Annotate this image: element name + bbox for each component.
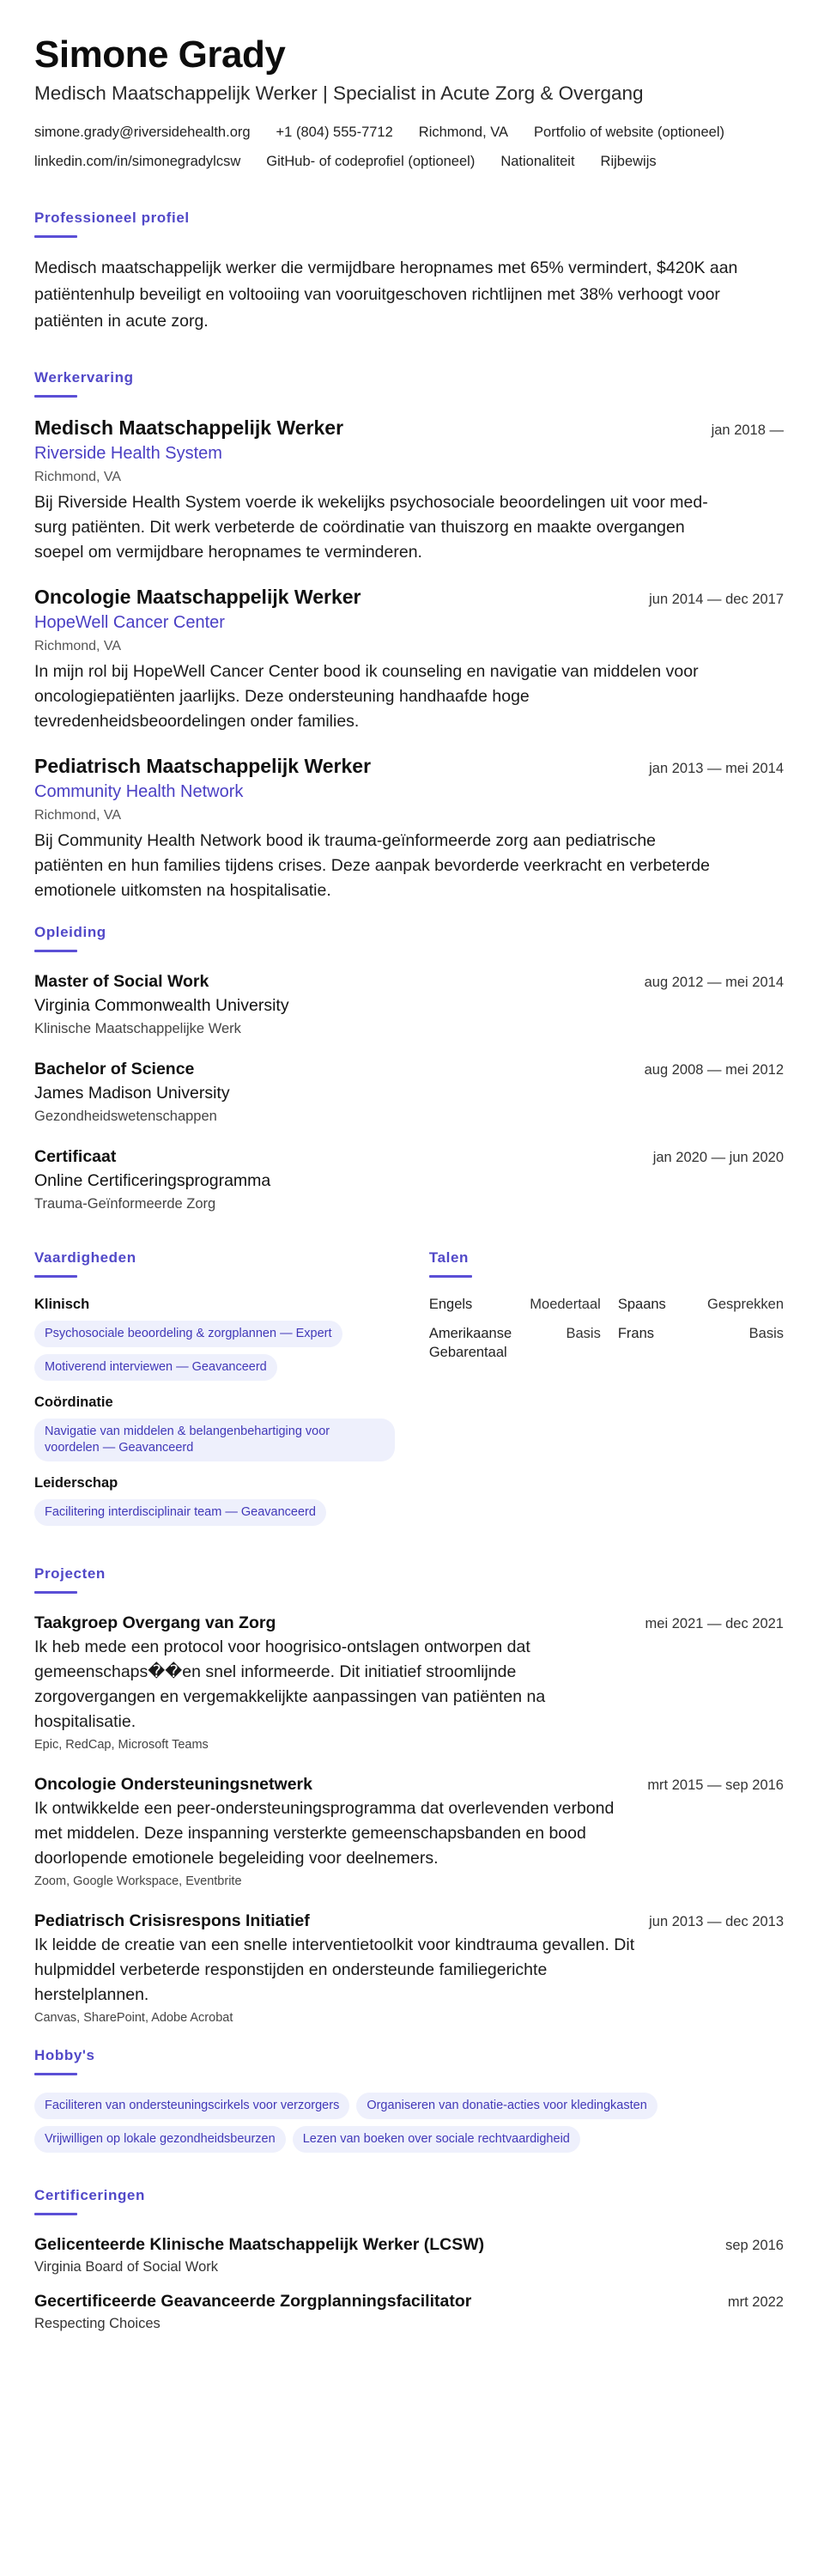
job-entry bbox=[34, 415, 784, 565]
language-level: Basis bbox=[748, 1326, 784, 1341]
section-divider bbox=[34, 1275, 77, 1278]
skill-chip: Facilitering interdisciplinair team — Geavanceerd bbox=[34, 1499, 326, 1526]
section-languages bbox=[429, 1232, 784, 1538]
certification-date: mrt 2022 bbox=[727, 2294, 784, 2310]
language-level: Moedertaal bbox=[530, 1297, 601, 1312]
contact-email[interactable]: simone.grady@riversidehealth.org bbox=[34, 125, 251, 140]
hobby-chip: Lezen van boeken over sociale rechtvaardigheid bbox=[293, 2126, 580, 2153]
project-dates: mrt 2015 — sep 2016 bbox=[647, 1777, 784, 1793]
section-divider bbox=[34, 2213, 77, 2215]
section-divider bbox=[429, 1275, 472, 1278]
job-dates: jan 2018 — bbox=[711, 422, 784, 438]
contact-github[interactable]: GitHub- of codeprofiel (optioneel) bbox=[266, 154, 476, 169]
hobby-chip: Organiseren van donatie-acties voor kledingkasten bbox=[356, 2093, 657, 2119]
language-list bbox=[429, 1295, 784, 1362]
hobby-chip: Faciliteren van ondersteuningscirkels voor verzorgers bbox=[34, 2093, 349, 2119]
job-location: Richmond, VA bbox=[34, 808, 122, 823]
section-skills bbox=[34, 1232, 395, 1538]
section-title-certifications: Certificeringen bbox=[34, 2187, 145, 2203]
certification-date: sep 2016 bbox=[725, 2238, 784, 2253]
education-entry bbox=[34, 1145, 784, 1215]
contact-linkedin[interactable]: linkedin.com/in/simonegradylcsw bbox=[34, 154, 241, 169]
section-title-experience: Werkervaring bbox=[34, 369, 134, 386]
profile-text: Medisch maatschappelijk werker die vermijdbare heropnames met 65% vermindert, $420K aan patiëntenhulp beveiligt en voltooiing van vooruitgeschoven richtlijnen met 38% verhoogt voor patiënten in acute zorg. bbox=[34, 258, 738, 331]
job-dates: jan 2013 — mei 2014 bbox=[649, 761, 784, 776]
hobby-chip: Vrijwilligen op lokale gezondheidsbeurzen bbox=[34, 2126, 286, 2153]
language-item bbox=[618, 1295, 784, 1314]
section-divider bbox=[34, 395, 77, 398]
resume-header bbox=[34, 33, 784, 173]
education-school: Online Certificeringsprogramma bbox=[34, 1171, 271, 1190]
section-title-hobbies: Hobby's bbox=[34, 2047, 95, 2063]
job-entry bbox=[34, 753, 784, 903]
hobby-list bbox=[34, 2093, 784, 2153]
section-title-profile: Professioneel profiel bbox=[34, 210, 190, 226]
project-tools: Zoom, Google Workspace, Eventbrite bbox=[34, 1874, 242, 1888]
project-description: Ik heb mede een protocol voor hoogrisico-ontslagen ontworpen dat gemeenschaps��en snel informeerde. Dit initiatief stroomlijnde zorgovergangen en vergemakkelijkte aanpassingen van patiënten na hospitalisatie. bbox=[34, 1637, 546, 1731]
job-company: HopeWell Cancer Center bbox=[34, 613, 225, 632]
job-title: Pediatrisch Maatschappelijk Werker bbox=[34, 755, 372, 777]
language-level: Gesprekken bbox=[707, 1297, 784, 1312]
skill-chip: Navigatie van middelen & belangenbehartiging voor voordelen — Geavanceerd bbox=[34, 1419, 395, 1461]
job-description: Bij Community Health Network bood ik trauma-geïnformeerde zorg aan pediatrische patiënten en hun families tijdens crises. Deze aanpak bevorderde veerkracht en verbeterde emotionele uitkomsten na hospitalisatie. bbox=[34, 831, 710, 900]
project-title: Pediatrisch Crisisrespons Initiatief bbox=[34, 1911, 310, 1930]
section-divider bbox=[34, 235, 77, 238]
certification-name: Gecertificeerde Geavanceerde Zorgplanningsfacilitator bbox=[34, 2292, 472, 2311]
project-dates: jun 2013 — dec 2013 bbox=[649, 1914, 784, 1929]
project-entry bbox=[34, 1772, 784, 1892]
language-name: Spaans bbox=[617, 1297, 666, 1312]
job-description: Bij Riverside Health System voerde ik wekelijks psychosociale beoordelingen uit voor med-surg patiënten. Dit werk verbeterde de coördinatie van thuiszorg en maakte overgangen soepel om vermijdbare heropnames te verminderen. bbox=[34, 493, 708, 562]
section-certifications bbox=[34, 2185, 784, 2334]
section-education bbox=[34, 922, 784, 1215]
education-dates: aug 2008 — mei 2012 bbox=[644, 1062, 784, 1078]
job-dates: jun 2014 — dec 2017 bbox=[649, 592, 784, 607]
certification-entry bbox=[34, 2233, 784, 2277]
skill-group-title: Coördinatie bbox=[34, 1394, 113, 1410]
job-location: Richmond, VA bbox=[34, 470, 122, 484]
section-title-education: Opleiding bbox=[34, 924, 106, 940]
education-field: Klinische Maatschappelijke Werk bbox=[34, 1021, 241, 1036]
section-title-languages: Talen bbox=[428, 1249, 469, 1266]
project-entry bbox=[34, 1909, 784, 2028]
section-divider bbox=[34, 2073, 77, 2075]
skill-group bbox=[34, 1473, 395, 1526]
language-name: Amerikaanse Gebarentaal bbox=[428, 1326, 512, 1360]
language-name: Engels bbox=[428, 1297, 473, 1312]
skill-chip: Psychosociale beoordeling & zorgplannen — Expert bbox=[34, 1321, 342, 1347]
language-item bbox=[429, 1295, 601, 1314]
education-entry bbox=[34, 1057, 784, 1127]
project-tools: Canvas, SharePoint, Adobe Acrobat bbox=[34, 2011, 233, 2025]
education-field: Trauma-Geïnformeerde Zorg bbox=[34, 1196, 216, 1212]
section-experience bbox=[34, 368, 784, 903]
education-dates: jan 2020 — jun 2020 bbox=[652, 1150, 784, 1165]
job-location: Richmond, VA bbox=[34, 639, 122, 653]
project-entry bbox=[34, 1611, 784, 1755]
language-item bbox=[429, 1324, 601, 1362]
certification-issuer: Virginia Board of Social Work bbox=[34, 2259, 218, 2275]
job-title: Medisch Maatschappelijk Werker bbox=[34, 416, 344, 439]
skill-group bbox=[34, 1295, 395, 1381]
education-degree: Bachelor of Science bbox=[34, 1060, 195, 1078]
contact-list bbox=[34, 120, 784, 173]
education-entry bbox=[34, 969, 784, 1040]
project-dates: mei 2021 — dec 2021 bbox=[645, 1616, 784, 1631]
skills-languages-row bbox=[34, 1232, 784, 1538]
job-entry bbox=[34, 584, 784, 734]
job-title: Oncologie Maatschappelijk Werker bbox=[34, 586, 361, 608]
skill-chip: Motiverend interviewen — Geavanceerd bbox=[34, 1354, 277, 1381]
certification-entry bbox=[34, 2289, 784, 2334]
skill-group-title: Klinisch bbox=[34, 1297, 90, 1312]
education-field: Gezondheidswetenschappen bbox=[34, 1109, 217, 1124]
contact-drivers-license: Rijbewijs bbox=[600, 154, 657, 169]
section-projects bbox=[34, 1564, 784, 2028]
section-title-skills: Vaardigheden bbox=[34, 1249, 136, 1266]
project-description: Ik leidde de creatie van een snelle interventietoolkit voor kindtrauma gevallen. Dit hulpmiddel verbeterde responstijden en ondersteunde familiegerichte herstelplannen. bbox=[34, 1935, 635, 2004]
contact-portfolio[interactable]: Portfolio of website (optioneel) bbox=[534, 125, 724, 140]
certification-issuer: Respecting Choices bbox=[34, 2316, 161, 2331]
section-hobbies bbox=[34, 2045, 784, 2153]
education-school: James Madison University bbox=[34, 1084, 230, 1103]
project-title: Taakgroep Overgang van Zorg bbox=[34, 1613, 276, 1632]
contact-phone[interactable]: +1 (804) 555-7712 bbox=[276, 125, 393, 140]
project-tools: Epic, RedCap, Microsoft Teams bbox=[34, 1738, 209, 1752]
candidate-headline: Medisch Maatschappelijk Werker | Specialist in Acute Zorg & Overgang bbox=[34, 82, 644, 104]
education-school: Virginia Commonwealth University bbox=[34, 996, 289, 1015]
language-name: Frans bbox=[617, 1326, 655, 1341]
job-company: Community Health Network bbox=[34, 782, 244, 801]
language-item bbox=[618, 1324, 784, 1362]
education-dates: aug 2012 — mei 2014 bbox=[644, 975, 784, 990]
section-divider bbox=[34, 950, 77, 952]
education-degree: Master of Social Work bbox=[34, 972, 209, 991]
section-profile bbox=[34, 208, 784, 335]
certification-name: Gelicenteerde Klinische Maatschappelijk Werker (LCSW) bbox=[34, 2235, 485, 2254]
section-divider bbox=[34, 1591, 77, 1594]
project-description: Ik ontwikkelde een peer-ondersteuningsprogramma dat overlevenden verbond met middelen. Deze inspanning versterkte gemeenschapsbanden en bood doorlopende emotionele begeleiding voor deelnemers. bbox=[34, 1799, 615, 1868]
project-title: Oncologie Ondersteuningsnetwerk bbox=[34, 1775, 312, 1794]
job-description: In mijn rol bij HopeWell Cancer Center bood ik counseling en navigatie van middelen voor oncologiepatiënten jaarlijks. Deze ondersteuning handhaafde hoge tevredenheidsbeoordelingen onder families. bbox=[34, 662, 699, 731]
job-company: Riverside Health System bbox=[34, 444, 222, 463]
language-level: Basis bbox=[566, 1326, 601, 1341]
candidate-name: Simone Grady bbox=[34, 33, 286, 76]
skill-group-title: Leiderschap bbox=[34, 1475, 118, 1491]
contact-location: Richmond, VA bbox=[418, 125, 509, 140]
contact-nationality: Nationaliteit bbox=[500, 154, 575, 169]
section-title-projects: Projecten bbox=[34, 1565, 106, 1582]
skill-group bbox=[34, 1393, 395, 1461]
education-degree: Certificaat bbox=[34, 1147, 117, 1166]
